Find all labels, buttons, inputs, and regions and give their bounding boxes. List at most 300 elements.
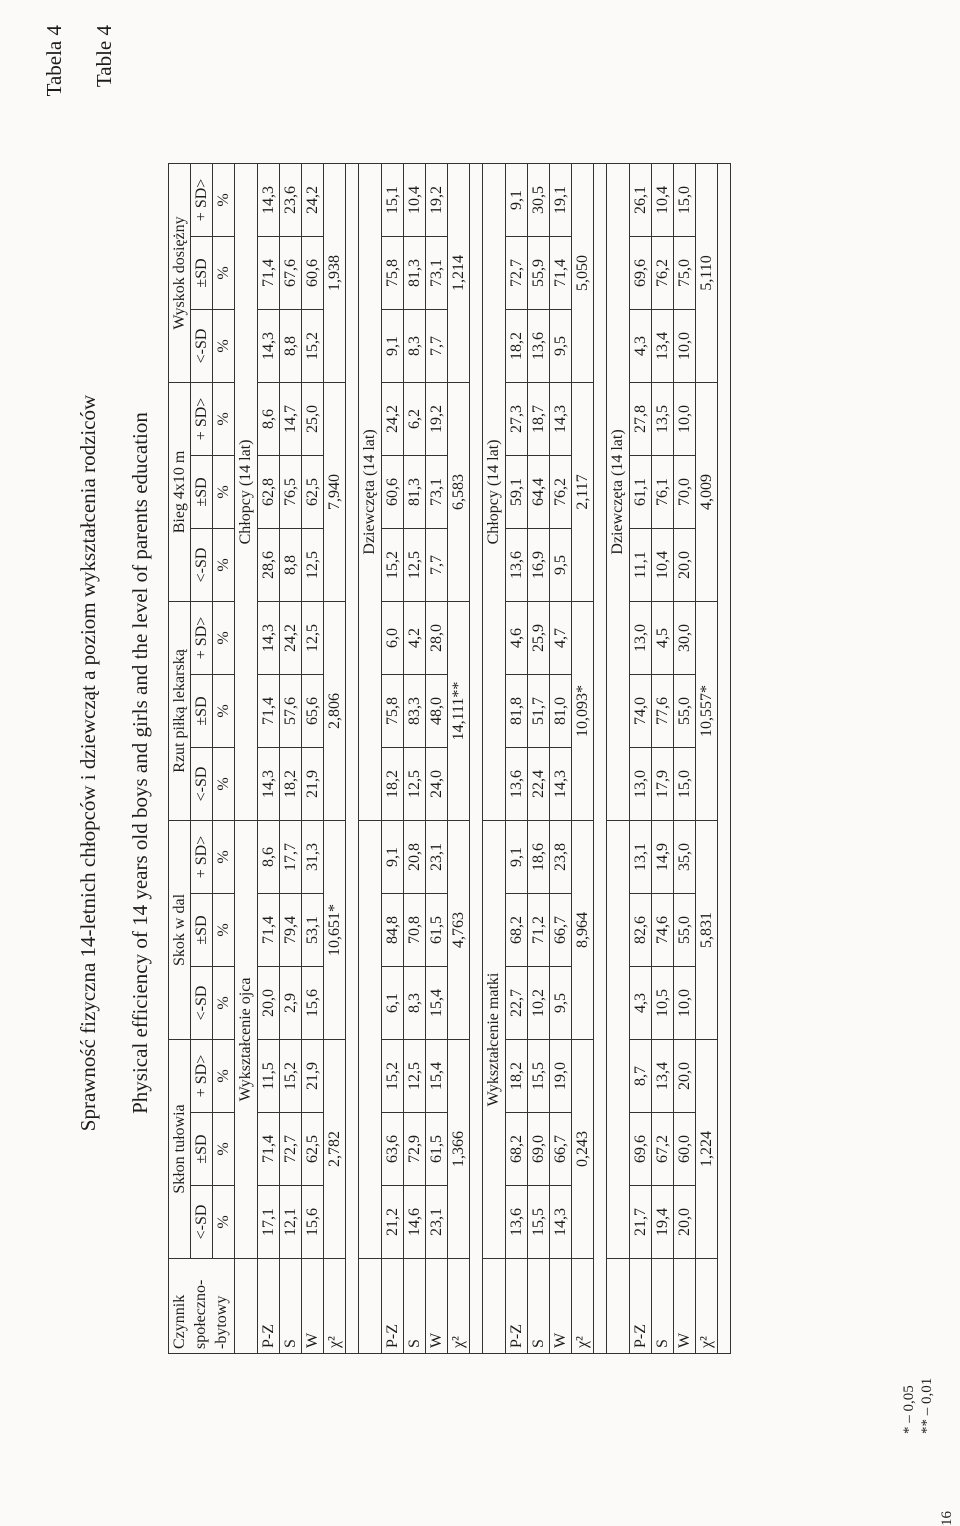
value-cell: 19,1 — [550, 163, 572, 236]
value-cell: 71,4 — [550, 236, 572, 309]
footnote: * – 0,05 — [901, 1385, 917, 1434]
value-cell: 12,5 — [302, 601, 324, 674]
subheader-cell: <-SD — [191, 1186, 213, 1259]
value-cell: 20,8 — [404, 820, 426, 893]
value-cell: 60,6 — [382, 455, 404, 528]
subheader-cell: ±SD — [191, 674, 213, 747]
page-number: 16 — [939, 1511, 955, 1526]
value-cell: 9,1 — [382, 309, 404, 382]
value-cell: 73,1 — [426, 455, 448, 528]
value-cell: 4,7 — [550, 601, 572, 674]
value-cell: 18,2 — [382, 747, 404, 820]
value-cell: 20,0 — [674, 528, 696, 601]
value-cell: 4,6 — [506, 601, 528, 674]
value-cell: 81,3 — [404, 455, 426, 528]
value-cell: 14,3 — [258, 163, 280, 236]
chi-value: 14,111** — [448, 601, 470, 820]
value-cell: 14,3 — [550, 382, 572, 455]
value-cell: 4,3 — [630, 309, 652, 382]
table-row — [528, 163, 550, 1353]
test-header: Rzut piłką lekarską — [169, 601, 191, 820]
value-cell: 13,4 — [652, 1039, 674, 1112]
value-cell: 62,8 — [258, 455, 280, 528]
value-cell: 9,5 — [550, 309, 572, 382]
chi-label: χ² — [448, 1259, 470, 1354]
value-cell: 20,0 — [674, 1186, 696, 1259]
value-cell: 12,1 — [280, 1186, 302, 1259]
value-cell: 18,2 — [506, 309, 528, 382]
table-row — [630, 163, 652, 1353]
chi-value: 8,964 — [572, 820, 594, 1039]
value-cell: 24,2 — [302, 163, 324, 236]
value-cell: 77,6 — [652, 674, 674, 747]
value-cell: 15,5 — [528, 1039, 550, 1112]
test-header: Bieg 4x10 m — [169, 382, 191, 601]
value-cell: 71,4 — [258, 236, 280, 309]
value-cell: 69,0 — [528, 1113, 550, 1186]
value-cell: 15,5 — [528, 1186, 550, 1259]
factor-cell: S — [280, 1259, 302, 1354]
value-cell: 30,0 — [674, 601, 696, 674]
value-cell: 15,2 — [382, 528, 404, 601]
chi-value: 7,940 — [324, 382, 346, 601]
value-cell: 4,3 — [630, 966, 652, 1039]
chi-value: 1,224 — [696, 1039, 718, 1258]
chi-label: χ² — [324, 1259, 346, 1354]
value-cell: 12,5 — [404, 747, 426, 820]
value-cell: 11,1 — [630, 528, 652, 601]
factor-cell: P-Z — [630, 1259, 652, 1354]
value-cell: 4,5 — [652, 601, 674, 674]
unit-cell: % — [213, 236, 235, 309]
chi-row — [448, 163, 470, 1353]
chi-value: 5,050 — [572, 163, 594, 382]
value-cell: 8,6 — [258, 382, 280, 455]
chi-value: 10,093* — [572, 601, 594, 820]
value-cell: 28,0 — [426, 601, 448, 674]
unit-cell: % — [213, 674, 235, 747]
value-cell: 22,4 — [528, 747, 550, 820]
value-cell: 10,5 — [652, 966, 674, 1039]
factor-cell: S — [404, 1259, 426, 1354]
section-spacer — [235, 1259, 258, 1354]
value-cell: 13,0 — [630, 601, 652, 674]
section-header-row — [235, 163, 258, 1353]
value-cell: 67,6 — [280, 236, 302, 309]
value-cell: 71,4 — [258, 893, 280, 966]
table-row — [550, 163, 572, 1353]
factor-cell: W — [550, 1259, 572, 1354]
table-row — [506, 163, 528, 1353]
chi-row — [696, 163, 718, 1353]
group-label: Chłopcy (14 lat) — [235, 163, 258, 820]
value-cell: 22,7 — [506, 966, 528, 1039]
chi-value: 2,806 — [324, 601, 346, 820]
education-label: Wykształcenie matki — [483, 820, 506, 1258]
factor-header — [169, 1259, 235, 1354]
data-table — [168, 163, 731, 1354]
value-cell: 13,5 — [652, 382, 674, 455]
value-cell: 72,7 — [506, 236, 528, 309]
value-cell: 61,5 — [426, 893, 448, 966]
chi-value: 5,831 — [696, 820, 718, 1039]
value-cell: 81,8 — [506, 674, 528, 747]
factor-header-line2: społeczno- — [192, 1279, 209, 1349]
value-cell: 12,5 — [404, 1039, 426, 1112]
value-cell: 14,3 — [258, 309, 280, 382]
value-cell: 8,8 — [280, 528, 302, 601]
gap-cell — [470, 163, 483, 1353]
value-cell: 60,6 — [302, 236, 324, 309]
education-label — [359, 820, 382, 1258]
value-cell: 82,6 — [630, 893, 652, 966]
section-header-row — [359, 163, 382, 1353]
value-cell: 17,1 — [258, 1186, 280, 1259]
value-cell: 26,1 — [630, 163, 652, 236]
value-cell: 15,2 — [382, 1039, 404, 1112]
subheader-cell: <-SD — [191, 747, 213, 820]
table-row — [652, 163, 674, 1353]
value-cell: 14,3 — [550, 1186, 572, 1259]
section-spacer — [359, 1259, 382, 1354]
table-row — [404, 163, 426, 1353]
value-cell: 68,2 — [506, 893, 528, 966]
chi-value: 6,583 — [448, 382, 470, 601]
value-cell: 6,2 — [404, 382, 426, 455]
chi-value: 10,651* — [324, 820, 346, 1039]
value-cell: 75,8 — [382, 236, 404, 309]
chi-row — [324, 163, 346, 1353]
gap-row — [594, 163, 607, 1353]
value-cell: 9,1 — [382, 820, 404, 893]
table-row — [426, 163, 448, 1353]
factor-cell: W — [302, 1259, 324, 1354]
value-cell: 63,6 — [382, 1113, 404, 1186]
subheader-row — [191, 163, 213, 1353]
value-cell: 73,1 — [426, 236, 448, 309]
chi-label: χ² — [696, 1259, 718, 1354]
factor-cell: W — [674, 1259, 696, 1354]
value-cell: 15,4 — [426, 1039, 448, 1112]
value-cell: 20,0 — [674, 1039, 696, 1112]
value-cell: 61,5 — [426, 1113, 448, 1186]
title-polish: Sprawność fizyczna 14-letnich chłopców i dziewcząt a poziom wykształcenia rodziców — [76, 394, 100, 1132]
test-header: Skok w dal — [169, 820, 191, 1039]
value-cell: 13,1 — [630, 820, 652, 893]
value-cell: 24,0 — [426, 747, 448, 820]
value-cell: 53,1 — [302, 893, 324, 966]
education-label: Wykształcenie ojca — [235, 820, 258, 1258]
gap-cell — [594, 163, 607, 1353]
value-cell: 15,0 — [674, 163, 696, 236]
value-cell: 76,5 — [280, 455, 302, 528]
value-cell: 21,7 — [630, 1186, 652, 1259]
value-cell: 27,8 — [630, 382, 652, 455]
value-cell: 13,6 — [506, 528, 528, 601]
value-cell: 11,5 — [258, 1039, 280, 1112]
education-label — [607, 820, 630, 1258]
value-cell: 10,4 — [404, 163, 426, 236]
chi-value: 1,366 — [448, 1039, 470, 1258]
value-cell: 75,8 — [382, 674, 404, 747]
value-cell: 75,0 — [674, 236, 696, 309]
value-cell: 55,0 — [674, 674, 696, 747]
value-cell: 57,6 — [280, 674, 302, 747]
factor-header-line1: Czynnik — [171, 1294, 188, 1349]
value-cell: 23,1 — [426, 820, 448, 893]
value-cell: 71,4 — [258, 674, 280, 747]
value-cell: 8,7 — [630, 1039, 652, 1112]
unit-cell: % — [213, 528, 235, 601]
chi-value: 4,763 — [448, 820, 470, 1039]
value-cell: 13,0 — [630, 747, 652, 820]
value-cell: 65,6 — [302, 674, 324, 747]
value-cell: 10,4 — [652, 163, 674, 236]
value-cell: 21,9 — [302, 747, 324, 820]
chi-value: 2,782 — [324, 1039, 346, 1258]
value-cell: 70,8 — [404, 893, 426, 966]
gap-row — [718, 163, 731, 1353]
value-cell: 8,3 — [404, 309, 426, 382]
chi-value: 4,009 — [696, 382, 718, 601]
factor-cell: P-Z — [382, 1259, 404, 1354]
unit-cell: % — [213, 382, 235, 455]
chi-value: 2,117 — [572, 382, 594, 601]
value-cell: 13,4 — [652, 309, 674, 382]
value-cell: 69,6 — [630, 236, 652, 309]
test-header: Skłon tułowia — [169, 1039, 191, 1258]
subheader-cell: ±SD — [191, 236, 213, 309]
value-cell: 60,0 — [674, 1113, 696, 1186]
chi-value: 5,110 — [696, 163, 718, 382]
table-row — [280, 163, 302, 1353]
value-cell: 66,7 — [550, 893, 572, 966]
unit-cell: % — [213, 309, 235, 382]
subheader-cell: + SD> — [191, 1039, 213, 1112]
factor-cell: S — [652, 1259, 674, 1354]
value-cell: 7,7 — [426, 309, 448, 382]
value-cell: 31,3 — [302, 820, 324, 893]
value-cell: 66,7 — [550, 1113, 572, 1186]
value-cell: 21,2 — [382, 1186, 404, 1259]
value-cell: 76,2 — [550, 455, 572, 528]
value-cell: 10,2 — [528, 966, 550, 1039]
gap-cell — [718, 163, 731, 1353]
value-cell: 13,6 — [528, 309, 550, 382]
unit-cell: % — [213, 747, 235, 820]
value-cell: 30,5 — [528, 163, 550, 236]
value-cell: 16,9 — [528, 528, 550, 601]
subheader-cell: + SD> — [191, 163, 213, 236]
value-cell: 68,2 — [506, 1113, 528, 1186]
chi-label: χ² — [572, 1259, 594, 1354]
value-cell: 12,5 — [302, 528, 324, 601]
unit-cell: % — [213, 820, 235, 893]
value-cell: 72,9 — [404, 1113, 426, 1186]
value-cell: 15,2 — [302, 309, 324, 382]
value-cell: 70,0 — [674, 455, 696, 528]
chi-row — [572, 163, 594, 1353]
value-cell: 9,5 — [550, 966, 572, 1039]
subheader-cell: ±SD — [191, 893, 213, 966]
value-cell: 10,0 — [674, 382, 696, 455]
value-cell: 35,0 — [674, 820, 696, 893]
unit-cell: % — [213, 1186, 235, 1259]
table-body — [235, 163, 731, 1353]
gap-row — [470, 163, 483, 1353]
factor-cell: P-Z — [506, 1259, 528, 1354]
table-label-english: Table 4 — [92, 25, 116, 88]
chi-value: 10,557* — [696, 601, 718, 820]
value-cell: 18,6 — [528, 820, 550, 893]
value-cell: 15,0 — [674, 747, 696, 820]
value-cell: 19,2 — [426, 163, 448, 236]
value-cell: 81,0 — [550, 674, 572, 747]
value-cell: 23,1 — [426, 1186, 448, 1259]
section-spacer — [607, 1259, 630, 1354]
value-cell: 8,6 — [258, 820, 280, 893]
unit-cell: % — [213, 1113, 235, 1186]
value-cell: 76,1 — [652, 455, 674, 528]
group-label: Dziewczęta (14 lat) — [607, 163, 630, 820]
value-cell: 24,2 — [280, 601, 302, 674]
value-cell: 17,9 — [652, 747, 674, 820]
value-cell: 55,0 — [674, 893, 696, 966]
subheader-cell: <-SD — [191, 966, 213, 1039]
value-cell: 18,2 — [506, 1039, 528, 1112]
value-cell: 71,4 — [258, 1113, 280, 1186]
value-cell: 24,2 — [382, 382, 404, 455]
title-english: Physical efficiency of 14 years old boys and girls and the level of parents education — [128, 412, 152, 1114]
value-cell: 6,0 — [382, 601, 404, 674]
value-cell: 14,6 — [404, 1186, 426, 1259]
value-cell: 62,5 — [302, 1113, 324, 1186]
value-cell: 15,4 — [426, 966, 448, 1039]
value-cell: 18,7 — [528, 382, 550, 455]
value-cell: 69,6 — [630, 1113, 652, 1186]
value-cell: 81,3 — [404, 236, 426, 309]
value-cell: 12,5 — [404, 528, 426, 601]
value-cell: 23,6 — [280, 163, 302, 236]
value-cell: 48,0 — [426, 674, 448, 747]
value-cell: 20,0 — [258, 966, 280, 1039]
value-cell: 17,7 — [280, 820, 302, 893]
value-cell: 6,1 — [382, 966, 404, 1039]
table-label-polish: Tabela 4 — [42, 25, 66, 97]
factor-cell: P-Z — [258, 1259, 280, 1354]
value-cell: 64,4 — [528, 455, 550, 528]
value-cell: 76,2 — [652, 236, 674, 309]
unit-cell: % — [213, 601, 235, 674]
group-label: Chłopcy (14 lat) — [483, 163, 506, 820]
value-cell: 62,5 — [302, 455, 324, 528]
value-cell: 4,2 — [404, 601, 426, 674]
section-header-row — [607, 163, 630, 1353]
unit-cell: % — [213, 966, 235, 1039]
unit-row — [213, 163, 235, 1353]
value-cell: 8,3 — [404, 966, 426, 1039]
value-cell: 55,9 — [528, 236, 550, 309]
section-header-row — [483, 163, 506, 1353]
chi-value: 1,938 — [324, 163, 346, 382]
unit-cell: % — [213, 893, 235, 966]
value-cell: 2,9 — [280, 966, 302, 1039]
value-cell: 59,1 — [506, 455, 528, 528]
value-cell: 27,3 — [506, 382, 528, 455]
subheader-cell: + SD> — [191, 820, 213, 893]
value-cell: 18,2 — [280, 747, 302, 820]
value-cell: 13,6 — [506, 1186, 528, 1259]
footnote: ** – 0,01 — [919, 1377, 935, 1434]
chi-value: 0,243 — [572, 1039, 594, 1258]
value-cell: 79,4 — [280, 893, 302, 966]
value-cell: 9,1 — [506, 820, 528, 893]
subheader-cell: ±SD — [191, 455, 213, 528]
factor-cell: S — [528, 1259, 550, 1354]
footnotes — [900, 1378, 936, 1434]
value-cell: 10,4 — [652, 528, 674, 601]
value-cell: 7,7 — [426, 528, 448, 601]
value-cell: 9,1 — [506, 163, 528, 236]
unit-cell: % — [213, 455, 235, 528]
value-cell: 67,2 — [652, 1113, 674, 1186]
value-cell: 14,7 — [280, 382, 302, 455]
value-cell: 14,3 — [258, 601, 280, 674]
factor-cell: W — [426, 1259, 448, 1354]
value-cell: 15,1 — [382, 163, 404, 236]
subheader-cell: ±SD — [191, 1113, 213, 1186]
value-cell: 10,0 — [674, 966, 696, 1039]
factor-header-line3: -bytowy — [213, 1295, 230, 1349]
value-cell: 74,0 — [630, 674, 652, 747]
subheader-cell: <-SD — [191, 309, 213, 382]
value-cell: 28,6 — [258, 528, 280, 601]
value-cell: 8,8 — [280, 309, 302, 382]
value-cell: 15,6 — [302, 1186, 324, 1259]
value-cell: 74,6 — [652, 893, 674, 966]
value-cell: 72,7 — [280, 1113, 302, 1186]
chi-value: 1,214 — [448, 163, 470, 382]
value-cell: 51,7 — [528, 674, 550, 747]
value-cell: 21,9 — [302, 1039, 324, 1112]
value-cell: 83,3 — [404, 674, 426, 747]
subheader-cell: + SD> — [191, 382, 213, 455]
value-cell: 19,0 — [550, 1039, 572, 1112]
value-cell: 19,2 — [426, 382, 448, 455]
gap-cell — [346, 163, 359, 1353]
value-cell: 61,1 — [630, 455, 652, 528]
value-cell: 25,9 — [528, 601, 550, 674]
value-cell: 23,8 — [550, 820, 572, 893]
table-header — [169, 163, 235, 1353]
table-row — [258, 163, 280, 1353]
subheader-cell: <-SD — [191, 528, 213, 601]
value-cell: 19,4 — [652, 1186, 674, 1259]
table-row — [382, 163, 404, 1353]
table-row — [302, 163, 324, 1353]
value-cell: 15,2 — [280, 1039, 302, 1112]
gap-row — [346, 163, 359, 1353]
value-cell: 13,6 — [506, 747, 528, 820]
value-cell: 84,8 — [382, 893, 404, 966]
unit-cell: % — [213, 163, 235, 236]
test-header: Wyskok dosiężny — [169, 163, 191, 382]
value-cell: 14,9 — [652, 820, 674, 893]
value-cell: 14,3 — [258, 747, 280, 820]
unit-cell: % — [213, 1039, 235, 1112]
value-cell: 25,0 — [302, 382, 324, 455]
value-cell: 9,5 — [550, 528, 572, 601]
